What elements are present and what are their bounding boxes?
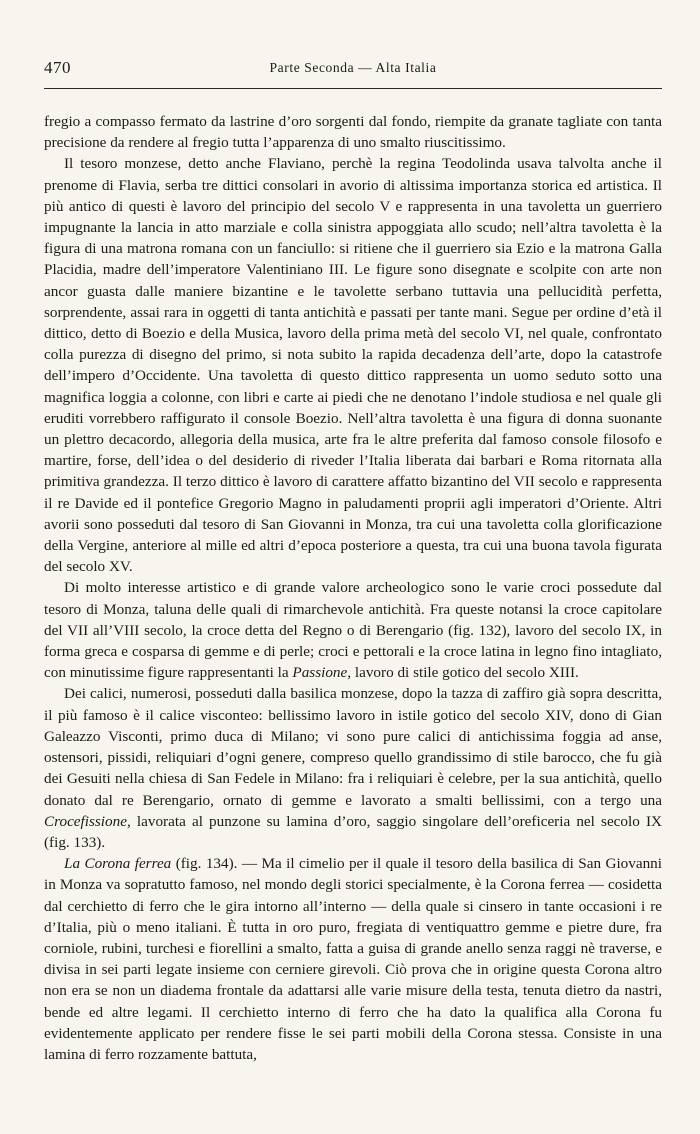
text-run: Dei calici, numerosi, posseduti dalla basilica monzese, dopo la tazza di zaffiro già sopra descritta, il più famoso è il calice visconteo: bellissimo lavoro in istile gotico del secolo XIV, dono di Gian Galeazzo Visconti, primo duca di Milano; vi sono pure calici di antichissima foggia ad anse, ostensori, pissidi, reliquiari d’ogni genere, compreso quello grandissimo di stile barocco, che fu già dei Gesuiti nella chiesa di San Fedele in Milano: fra i reliquiari è celebre, per la sua antichità, quello donato dal re Berengario, ornato di gemme e lavorato a smalti bellissimi, con a tergo una bbox=[44, 685, 662, 809]
page-number: 470 bbox=[44, 58, 71, 77]
italic-text: Passione bbox=[292, 664, 348, 682]
header-rule bbox=[44, 88, 662, 89]
text-run: (fig. 134). — Ma il cimelio per il quale il tesoro della basilica di San Giovanni in Monza va sopratutto famoso, nel mondo degli storici specialmente, è la Corona ferrea — cosidetta dal cerchietto di ferro che le gira intorno all’interno — della quale si cinsero in tante occasioni i re d’Italia, più o meno italiani. È tutta in oro puro, fregiata di ventiquattro gemme e pietre dure, fra corniole, rubini, turchesi e fiorellini a smalto, fatta a guisa di grande anello senza raggi nè traverse, e divisa in sei parti legate insieme con cerniere girevoli. Ciò prova che in origine questa Corona altro non era se non un diadema frontale da adattarsi alle varie misure della testa, tenuta dietro da nastri, bende ed altre legami. Il cerchietto interno di ferro che ha dato la qualifica alla Corona fu evidentemente applicato per rendere fisse le sei parti mobili della Corona stessa. Consiste in una lamina di ferro rozzamente battuta, bbox=[44, 855, 662, 1063]
paragraph bbox=[44, 153, 662, 577]
text-run: Di molto interesse artistico e di grande valore archeologico sono le varie croci possedute dal tesoro di Monza, taluna delle quali di rimarchevole antichità. Fra queste notansi la croce capitolare del VII all’VIII secolo, la croce detta del Regno o di Berengario (fig. 132), lavoro del secolo IX, in forma greca e cosparsa di gemme e di perle; croci e pettorali e la croce latina in legno fino intagliato, con minutissime figure rappresentanti la bbox=[44, 579, 662, 682]
running-title: Parte Seconda — Alta Italia bbox=[269, 60, 437, 75]
text-run: Il tesoro monzese, detto anche Flaviano, perchè la regina Teodolinda usava talvolta anche il prenome di Flavia, serba tre dittici consolari in avorio di altissima importanza storica ed artistica. Il più antico di questi è lavoro del principio del secolo V e rappresenta in una tavoletta un guerriero impugnante la lancia in atto marziale e colla sinistra appoggiata allo scudo; nell’altra tavoletta è la figura di una matrona romana con un fanciullo: si ritiene che il guerriero sia Ezio e la matrona Galla Placidia, madre dell’imperatore Valentiniano III. Le figure sono disegnate e scolpite con arte non ancor guasta dalle maniere bizantine e le tavolette serbano tuttavia una pellucidità perfetta, sorprendente, assai rara in oggetti di tanta antichità e passati per tante mani. Segue per ordine d’età il dittico, detto di Boezio e della Musica, lavoro della prima metà del secolo VI, nel quale, confrontato colla purezza di disegno del primo, si nota subito la rapida decadenza dell’arte, dopo la catastrofe dell’impero d’Occidente. Una tavoletta di questo dittico rappresenta un uomo seduto sotto una magnifica loggia a colonne, con libri e carte ai piedi che ne denotano l’indole studiosa e nel quale gli eruditi vorrebbero raffigurato il console Boezio. Nell’altra tavoletta è una figura di donna suonante un plettro decacordo, allegoria della musica, arte fra le altre preferita dal famoso console filosofo e martire, forse, dell’idea o del desiderio di riveder l’Italia liberata dai barbari e Roma ritornata alla primitiva grandezza. Il terzo dittico è lavoro di carattere affatto bizantino del VII secolo e rappresenta il re Davide ed il pontefice Gregorio Magno in paludamenti proprii agli imperatori d’Oriente. Altri avorii sono posseduti dal tesoro di San Giovanni in Monza, tra cui una tavoletta colla glorificazione della Vergine, anteriore al mille ed altri d’epoca posteriore a questa, tra cui una buona tavola figurata del secolo XV. bbox=[44, 155, 662, 576]
italic-text: Crocefissione bbox=[44, 812, 127, 830]
text-run: fregio a compasso fermato da lastrine d’oro sorgenti dal fondo, riempite da granate tagliate con tanta precisione da rendere al fregio tutta l’apparenza di uno smalto riuscitissimo. bbox=[44, 113, 662, 152]
text-run: , lavoro di stile gotico del secolo XIII. bbox=[347, 664, 579, 682]
paragraph bbox=[44, 853, 662, 1065]
italic-text: La Corona ferrea bbox=[64, 855, 172, 873]
page-header bbox=[44, 58, 662, 80]
body-text bbox=[44, 111, 662, 1065]
paragraph bbox=[44, 577, 662, 683]
paragraph bbox=[44, 111, 662, 153]
text-run: , lavorata al punzone su lamina d’oro, saggio singolare dell’oreficeria nel secolo IX (fig. 133). bbox=[44, 812, 662, 851]
paragraph bbox=[44, 683, 662, 853]
